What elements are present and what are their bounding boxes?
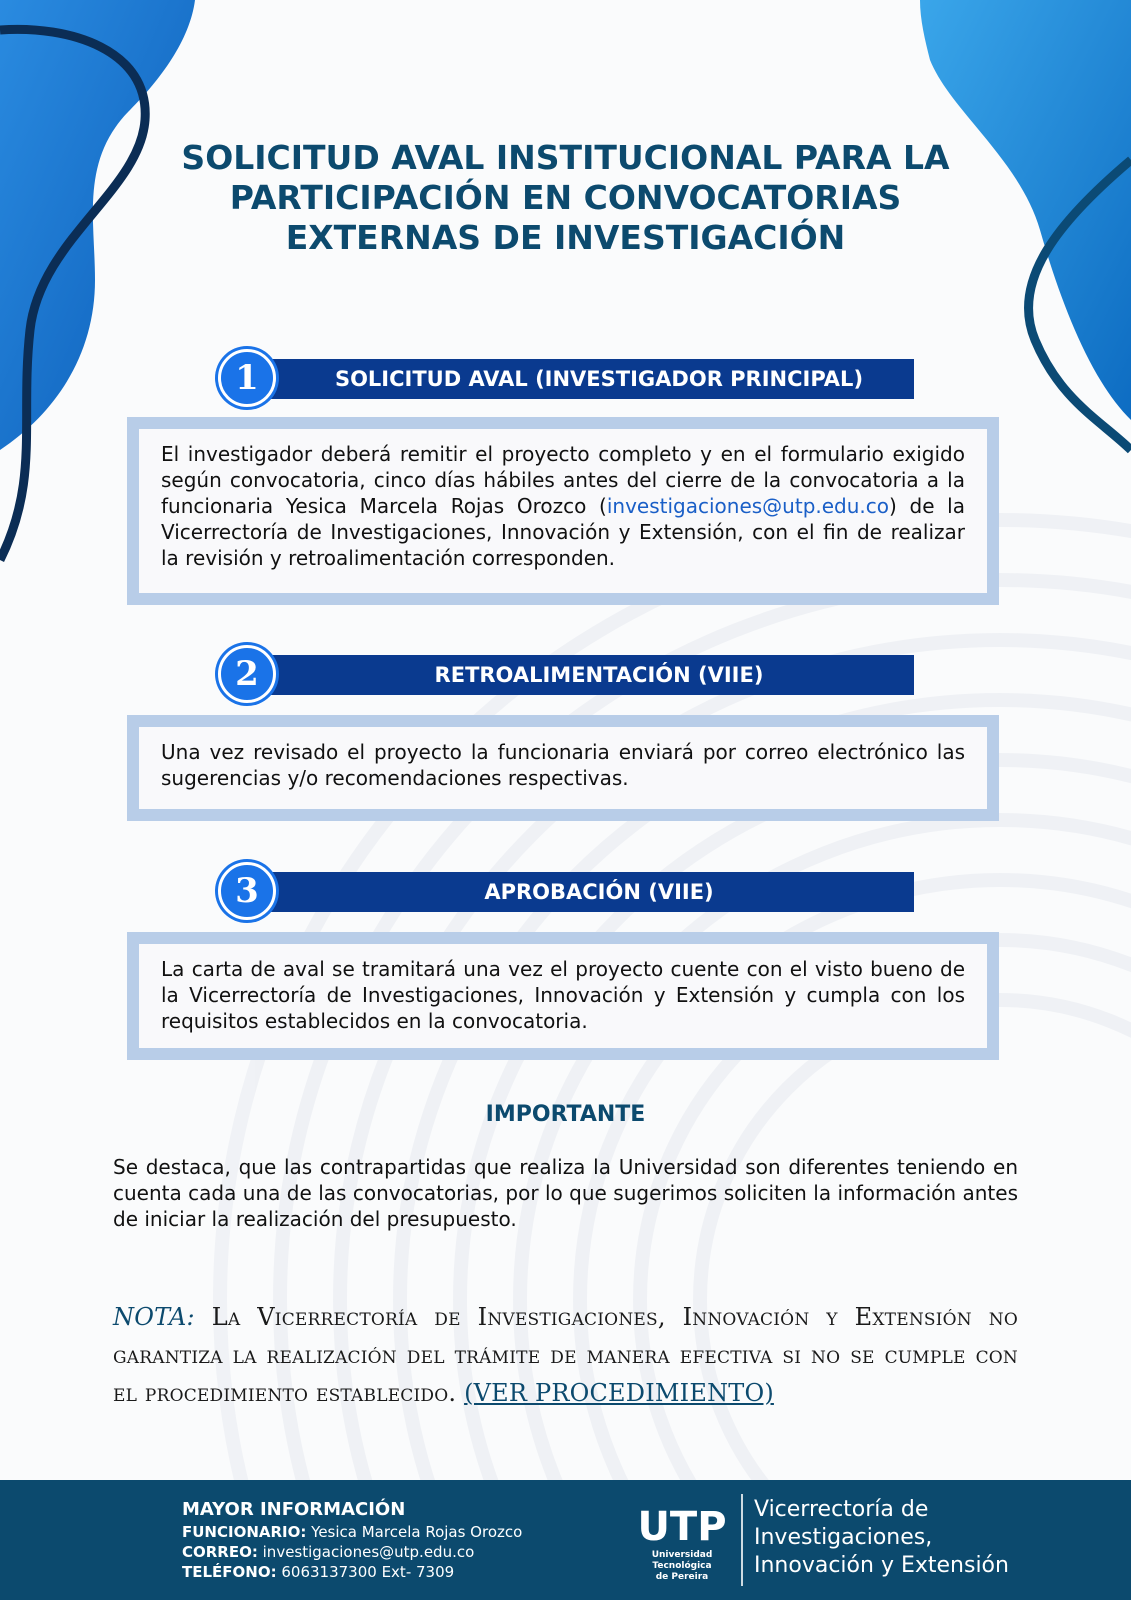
footer-divider — [741, 1494, 743, 1586]
step-1-number-badge: 1 — [218, 349, 276, 407]
funcionario-label: FUNCIONARIO: — [182, 1523, 307, 1541]
email-link[interactable]: investigaciones@utp.edu.co — [606, 494, 890, 518]
step-3-text: La carta de aval se tramitará una vez el proyecto cuente con el visto bueno de la Vicerrectoría de Investigaciones, Innovación y Extensión y cumpla con los requisitos establecidos en la convocatoria. — [161, 957, 965, 1033]
step-2-heading: RETROALIMENTACIÓN (VIIE) — [244, 655, 914, 695]
footer — [0, 1480, 1131, 1600]
step-1-header — [218, 349, 914, 407]
importante-text: Se destaca, que las contrapartidas que realiza la Universidad son diferentes teniendo en cuenta cada una de las convocatorias, por lo que sugerimos soliciten la información antes de iniciar la realización del presupuesto. — [113, 1155, 1018, 1231]
footer-vicerrectoria — [754, 1496, 1009, 1580]
nota-text: La Vicerrectoría de Investigaciones, Innovación y Extensión no garantiza la realización del trámite de manera efectiva si no se cumple con el procedimiento establecido. — [113, 1303, 1018, 1407]
utp-logo-subtitle-2: de Pereira — [655, 1572, 709, 1582]
vice-line-1: Vicerrectoría de — [754, 1497, 929, 1522]
step-2-number-badge: 2 — [218, 645, 276, 703]
utp-logo — [636, 1502, 728, 1582]
step-1-description-box — [127, 417, 999, 605]
vice-line-2: Investigaciones, — [754, 1525, 933, 1550]
footer-funcionario — [182, 1522, 522, 1542]
step-2-text: Una vez revisado el proyecto la funcionaria enviará por correo electrónico las sugerencias y/o recomendaciones respectivas. — [161, 740, 965, 790]
step-3-number-badge: 3 — [218, 862, 276, 920]
nota-paragraph — [113, 1298, 1018, 1412]
step-2-description-box — [127, 715, 999, 821]
step-3-heading: APROBACIÓN (VIIE) — [244, 872, 914, 912]
utp-logo-mark — [636, 1502, 728, 1546]
utp-logo-letters: UTP — [637, 1504, 727, 1546]
step-1-heading: SOLICITUD AVAL (INVESTIGADOR PRINCIPAL) — [244, 359, 914, 399]
telefono-label: TELÉFONO: — [182, 1563, 277, 1581]
vice-line-3: Innovación y Extensión — [754, 1553, 1009, 1578]
step-3-header — [218, 862, 914, 920]
step-1-text-before: El investigador deberá remitir el proyecto completo y en el formulario exigido según convocatoria, cinco días hábiles antes del cierre de la convocatoria a la funcionaria Yesica Marcela Rojas Orozco ( — [161, 442, 965, 518]
telefono-value: 6063137300 Ext- 7309 — [281, 1563, 455, 1581]
utp-logo-subtitle-1: Universidad Tecnológica — [651, 1550, 713, 1571]
page-title: SOLICITUD AVAL INSTITUCIONAL PARA LA PARTICIPACIÓN EN CONVOCATORIAS EXTERNAS DE INVESTIGACIÓN — [181, 138, 950, 257]
nota-label: NOTA: — [113, 1303, 195, 1331]
step-2-header — [218, 645, 914, 703]
footer-telefono — [182, 1562, 522, 1582]
step-1-text-after: ) de la Vicerrectoría de Investigaciones, Innovación y Extensión, con el fin de realizar la revisión y retroalimentación corresponden. — [161, 494, 965, 570]
correo-label: CORREO: — [182, 1543, 258, 1561]
footer-correo — [182, 1542, 522, 1562]
funcionario-value: Yesica Marcela Rojas Orozco — [311, 1523, 523, 1541]
step-3-description-box — [127, 932, 999, 1060]
importante-heading: IMPORTANTE — [485, 1102, 646, 1127]
footer-heading: MAYOR INFORMACIÓN — [182, 1499, 406, 1520]
correo-value: investigaciones@utp.edu.co — [262, 1543, 475, 1561]
ver-procedimiento-link[interactable]: (VER PROCEDIMIENTO) — [464, 1379, 774, 1407]
footer-contact-info — [182, 1498, 522, 1582]
